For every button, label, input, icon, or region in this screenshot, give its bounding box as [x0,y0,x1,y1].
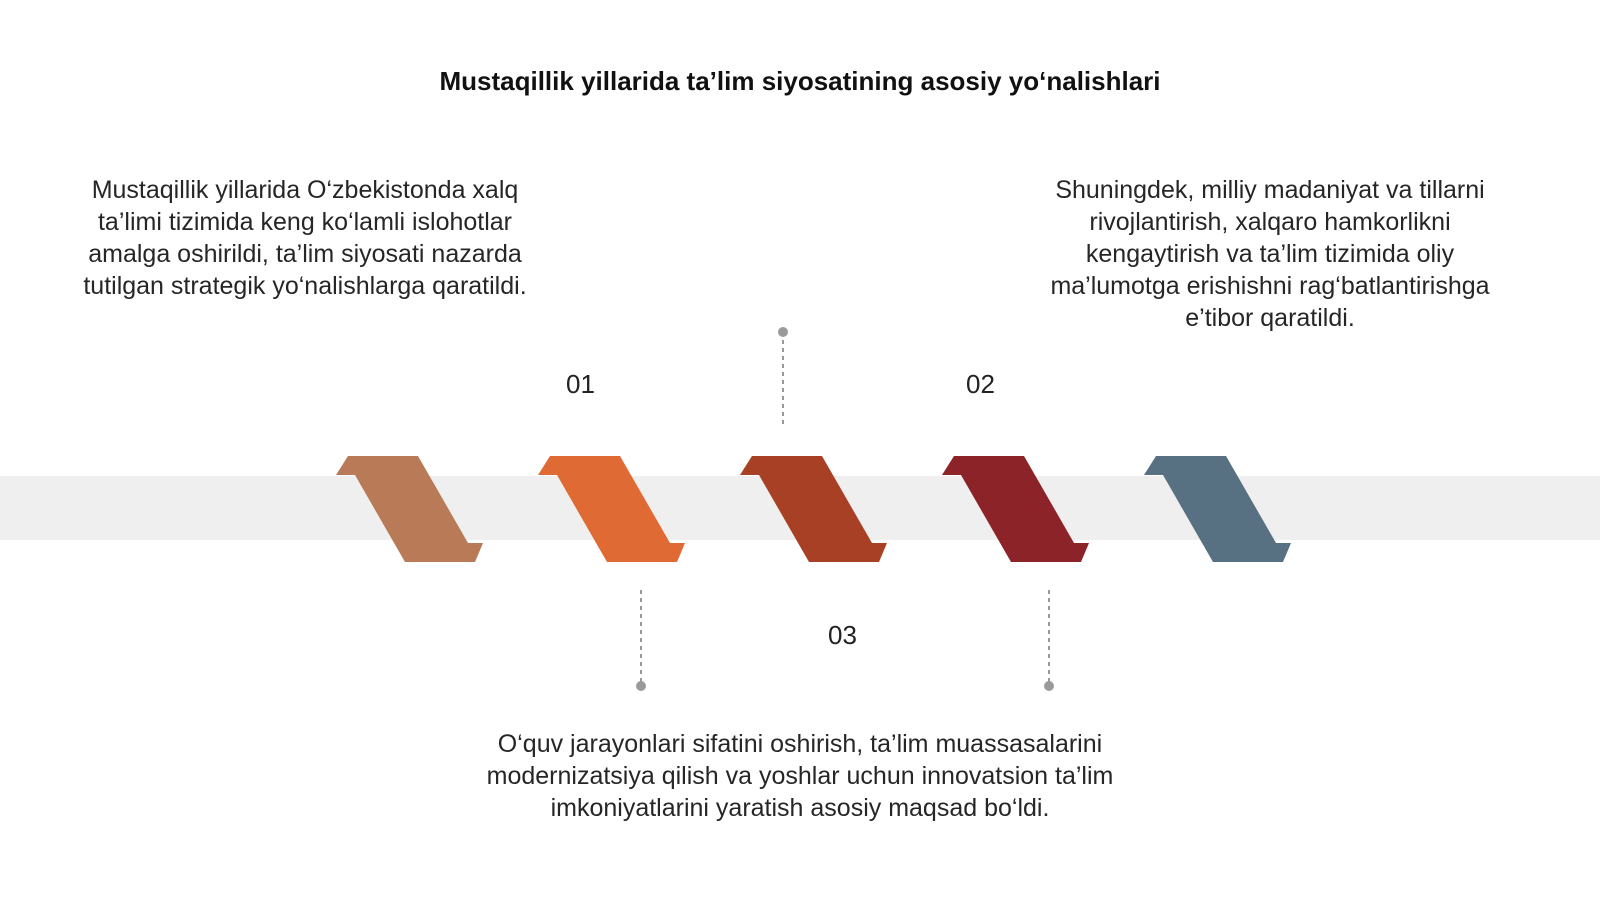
step-3-number: 03 [828,620,857,650]
connector-dot-bottom-left [636,681,646,691]
step-3-text: O‘quv jarayonlari sifatini oshirish, ta’lim muassasalarini modernizatsiya qilish va yoshlar uchun innovatsion ta’lim imkoniyatlarini yaratish asosiy maqsad bo‘ldi. [486,730,1114,822]
diagram-title: Mustaqillik yillarida ta’lim siyosatining asosiy yo‘nalishlari [439,66,1161,96]
connector-dot-top [778,327,788,337]
step-1-number: 01 [566,369,595,399]
step-2-text: Shuningdek, milliy madaniyat va tillarni rivojlantirish, xalqaro hamkorlikni kengaytirish va ta’lim tizimida oliy ma’lumotga erishishni rag‘batlantirishga e’tibor qaratildi. [1050,176,1490,332]
connector-dot-bottom-right [1044,681,1054,691]
step-2-number: 02 [966,369,995,399]
step-1-text: Mustaqillik yillarida O‘zbekistonda xalq ta’limi tizimida keng ko‘lamli islohotlar amalga oshirildi, ta’lim siyosati nazarda tutilgan strategik yo‘nalishlarga qaratildi. [83,176,527,300]
